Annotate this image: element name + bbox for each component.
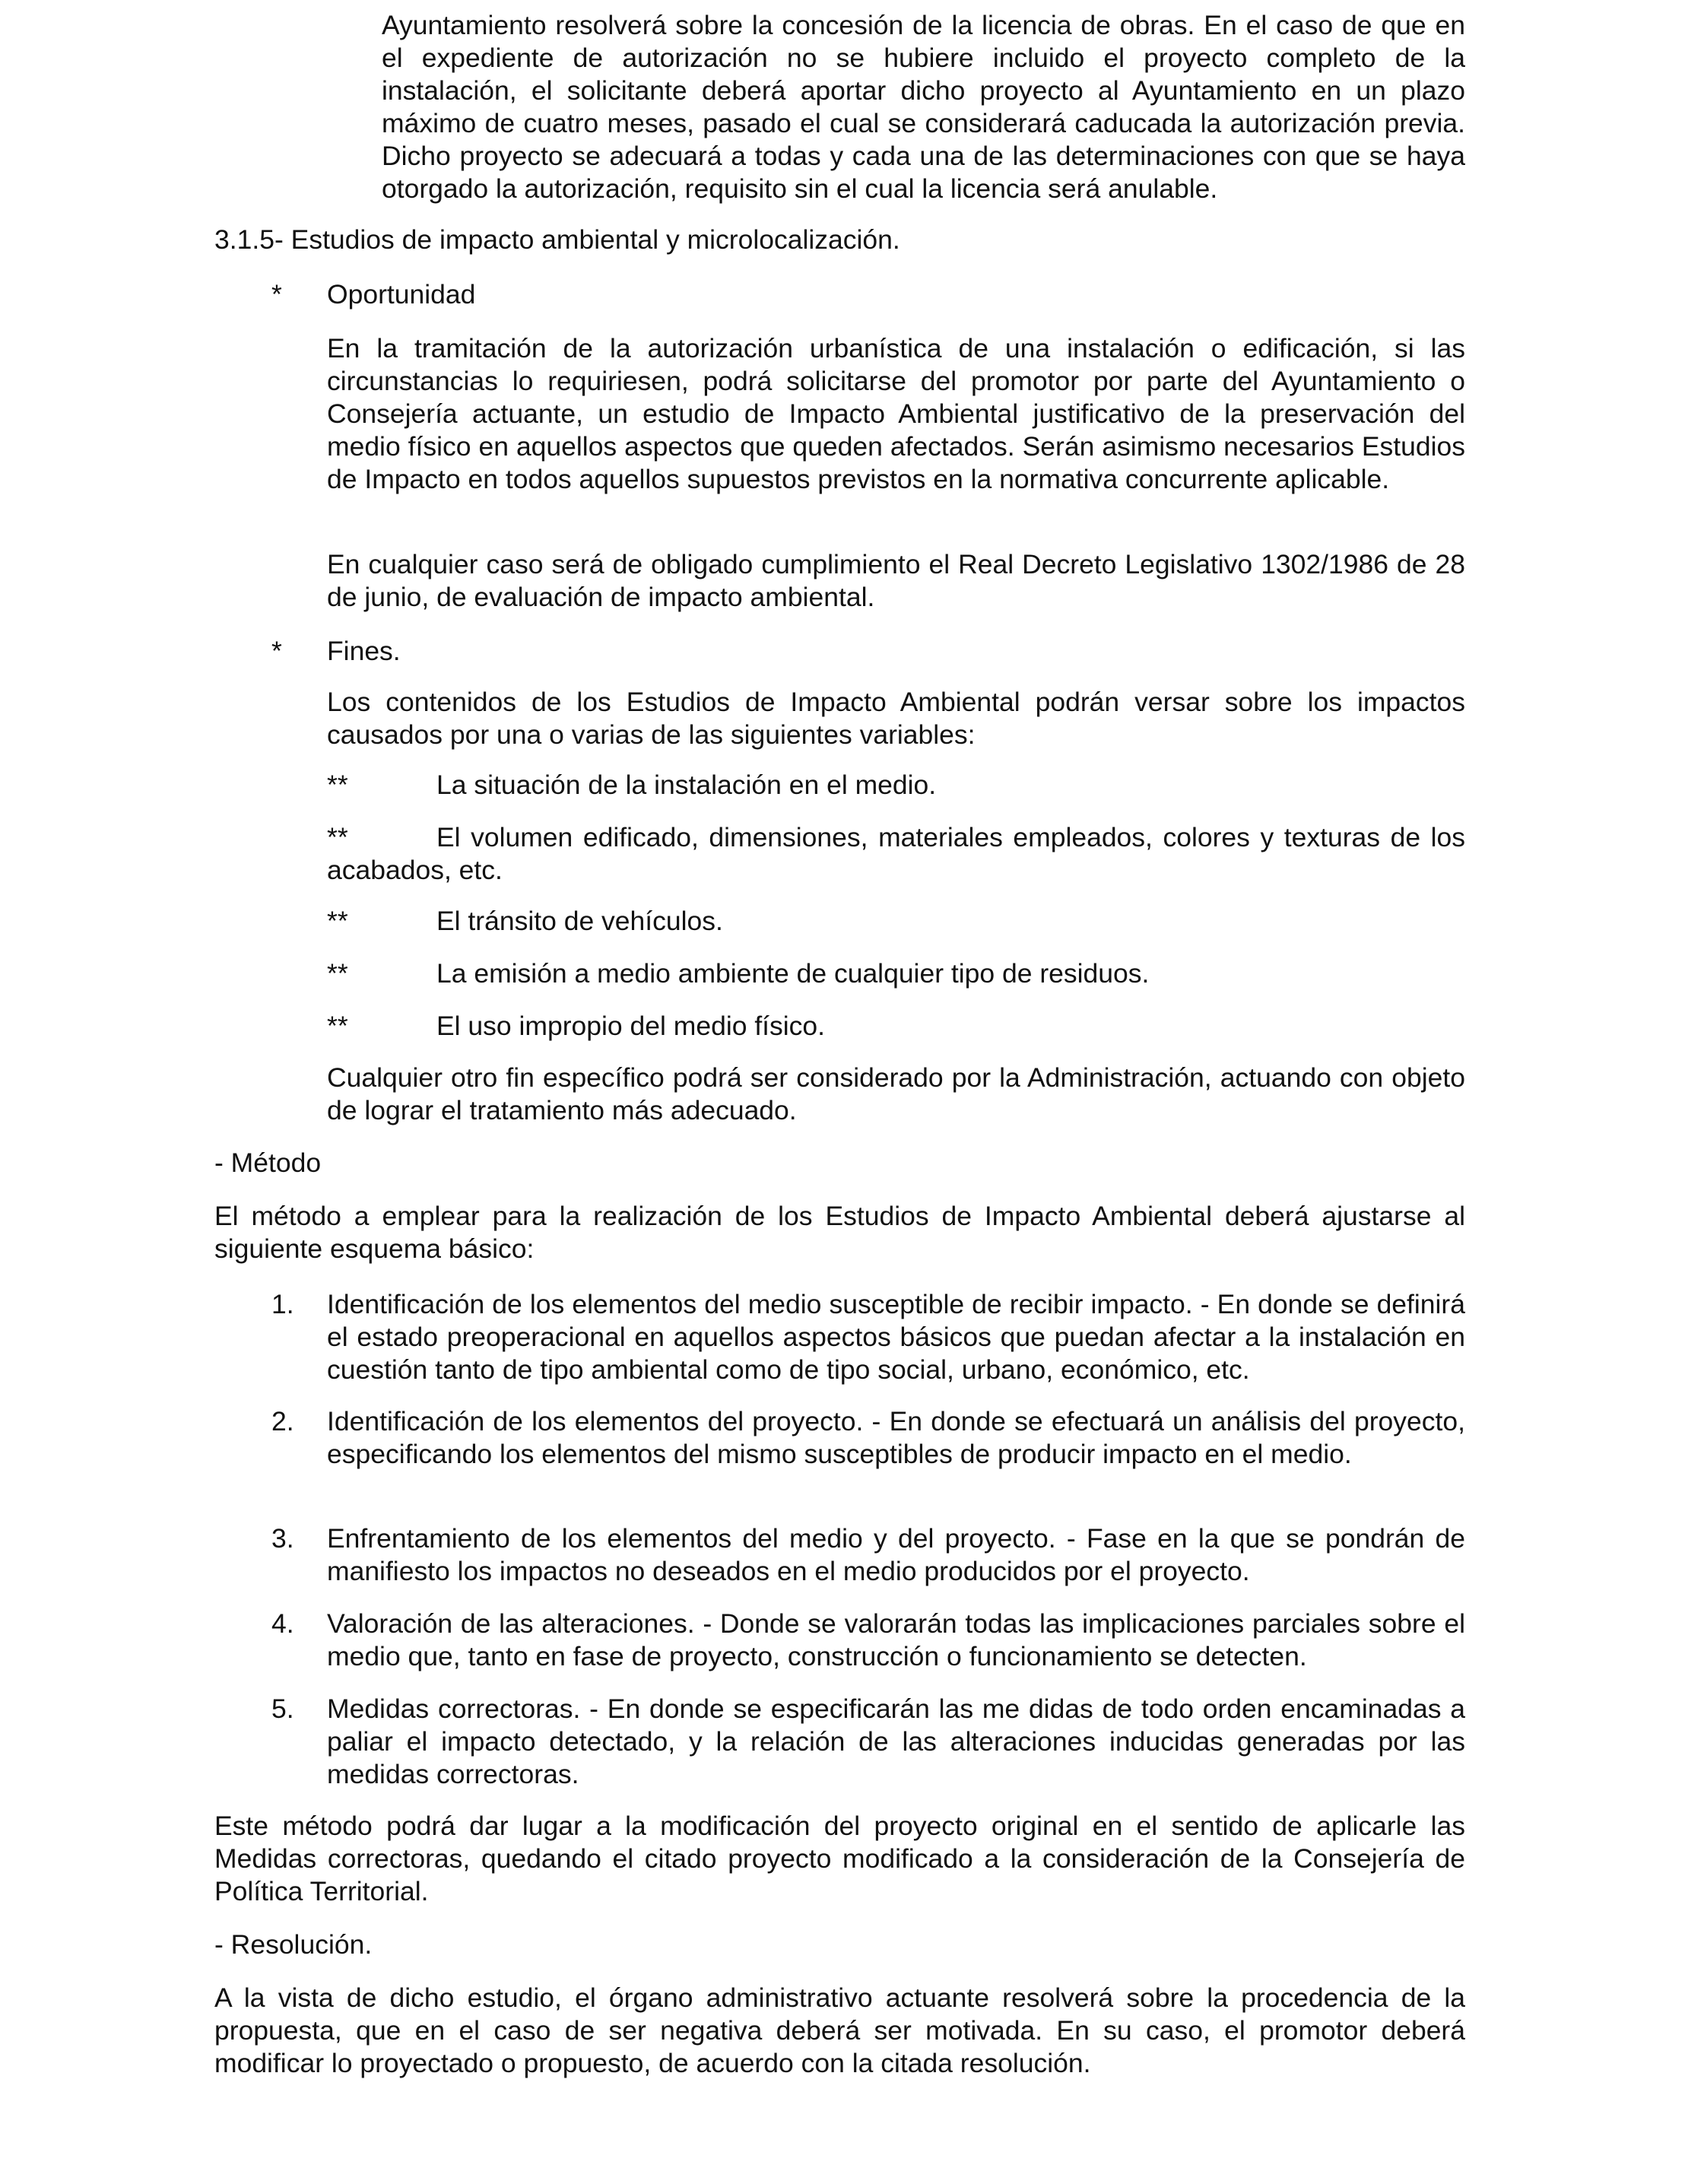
fines-variable: El volumen edificado, dimensiones, materiales empleados, colores y texturas de los acabados, etc. [327,822,1465,885]
metodo-step: Valoración de las alteraciones. - Donde se valorarán todas las implicaciones parciales sobre el medio que, tanto en fase de proyecto, construcción o funcionamiento se detecten. [327,1608,1465,1671]
bullet-marker: * [271,636,282,666]
resolucion-heading: - Resolución. [214,1929,373,1960]
fines-title: Fines. [327,636,401,666]
continuation-paragraph: Ayuntamiento resolverá sobre la concesión de la licencia de obras. En el caso de que en el expediente de autorización no se hubiere incluido el proyecto completo de la instalación, el solicitante deberá aportar dicho proyecto al Ayuntamiento en un plazo máximo de cuatro meses, pasado el cual se considerará caducada la autorización previa. Dicho proyecto se adecuará a todas y cada una de las determinaciones con que se haya otorgado la autorización, requisito sin el cual la licencia será anulable. [382,10,1465,204]
fines-closing: Cualquier otro fin específico podrá ser considerado por la Administración, actuando con objeto de lograr el tratamiento más adecuado. [327,1062,1465,1125]
fines-variable: El tránsito de vehículos. [436,906,723,936]
fines-intro: Los contenidos de los Estudios de Impacto Ambiental podrán versar sobre los impactos causados por una o varias de las siguientes variables: [327,687,1465,750]
metodo-intro: El método a emplear para la realización de los Estudios de Impacto Ambiental deberá ajustarse al siguiente esquema básico: [214,1201,1465,1264]
fines-variable: La situación de la instalación en el medio. [436,770,937,800]
step-number: 5. [271,1694,294,1724]
subbullet-marker: ** [327,822,348,852]
metodo-step: Identificación de los elementos del proyecto. - En donde se efectuará un análisis del proyecto, especificando los elementos del mismo susceptibles de producir impacto en el medio. [327,1406,1465,1469]
metodo-closing: Este método podrá dar lugar a la modificación del proyecto original en el sentido de aplicarle las Medidas correctoras, quedando el citado proyecto modificado a la consideración de la Consejería de Política Territorial. [214,1811,1465,1906]
oportunidad-paragraph: En la tramitación de la autorización urbanística de una instalación o edificación, si las circunstancias lo requiriesen, podrá solicitarse del promotor por parte del Ayuntamiento o Consejería actuante, un estudio de Impacto Ambiental justificativo de la preservación del medio físico en aquellos aspectos que queden afectados. Serán asimismo necesarios Estudios de Impacto en todos aquellos supuestos previstos en la normativa concurrente aplicable. [327,333,1465,494]
metodo-step: Medidas correctoras. - En donde se especificarán las me didas de todo orden encaminadas a paliar el impacto detectado, y la relación de las alteraciones inducidas generadas por las medidas correctoras. [327,1694,1465,1789]
step-number: 3. [271,1523,294,1554]
oportunidad-paragraph: En cualquier caso será de obligado cumplimiento el Real Decreto Legislativo 1302/1986 de 28 de junio, de evaluación de impacto ambiental. [327,549,1465,612]
oportunidad-title: Oportunidad [327,279,476,310]
metodo-step: Identificación de los elementos del medio susceptible de recibir impacto. - En donde se definirá el estado preoperacional en aquellos aspectos básicos que puedan afectar a la instalación en cuestión tanto de tipo ambiental como de tipo social, urbano, económico, etc. [327,1289,1465,1385]
resolucion-paragraph: A la vista de dicho estudio, el órgano administrativo actuante resolverá sobre la procedencia de la propuesta, que en el caso de ser negativa deberá ser motivada. En su caso, el promotor deberá modificar lo proyectado o propuesto, de acuerdo con la citada resolución. [214,1982,1465,2078]
subbullet-marker: ** [327,958,348,989]
fines-variable: La emisión a medio ambiente de cualquier tipo de residuos. [436,958,1150,989]
step-number: 2. [271,1406,294,1436]
metodo-step: Enfrentamiento de los elementos del medio y del proyecto. - Fase en la que se pondrán de manifiesto los impactos no deseados en el medio producidos por el proyecto. [327,1523,1465,1586]
subbullet-marker: ** [327,906,348,936]
step-number: 4. [271,1608,294,1639]
bullet-marker: * [271,279,282,310]
metodo-heading: - Método [214,1148,322,1178]
section-heading: 3.1.5- Estudios de impacto ambiental y microlocalización. [214,224,900,255]
subbullet-marker: ** [327,770,348,800]
step-number: 1. [271,1289,294,1319]
fines-variable: El uso impropio del medio físico. [436,1011,826,1041]
subbullet-marker: ** [327,1011,348,1041]
